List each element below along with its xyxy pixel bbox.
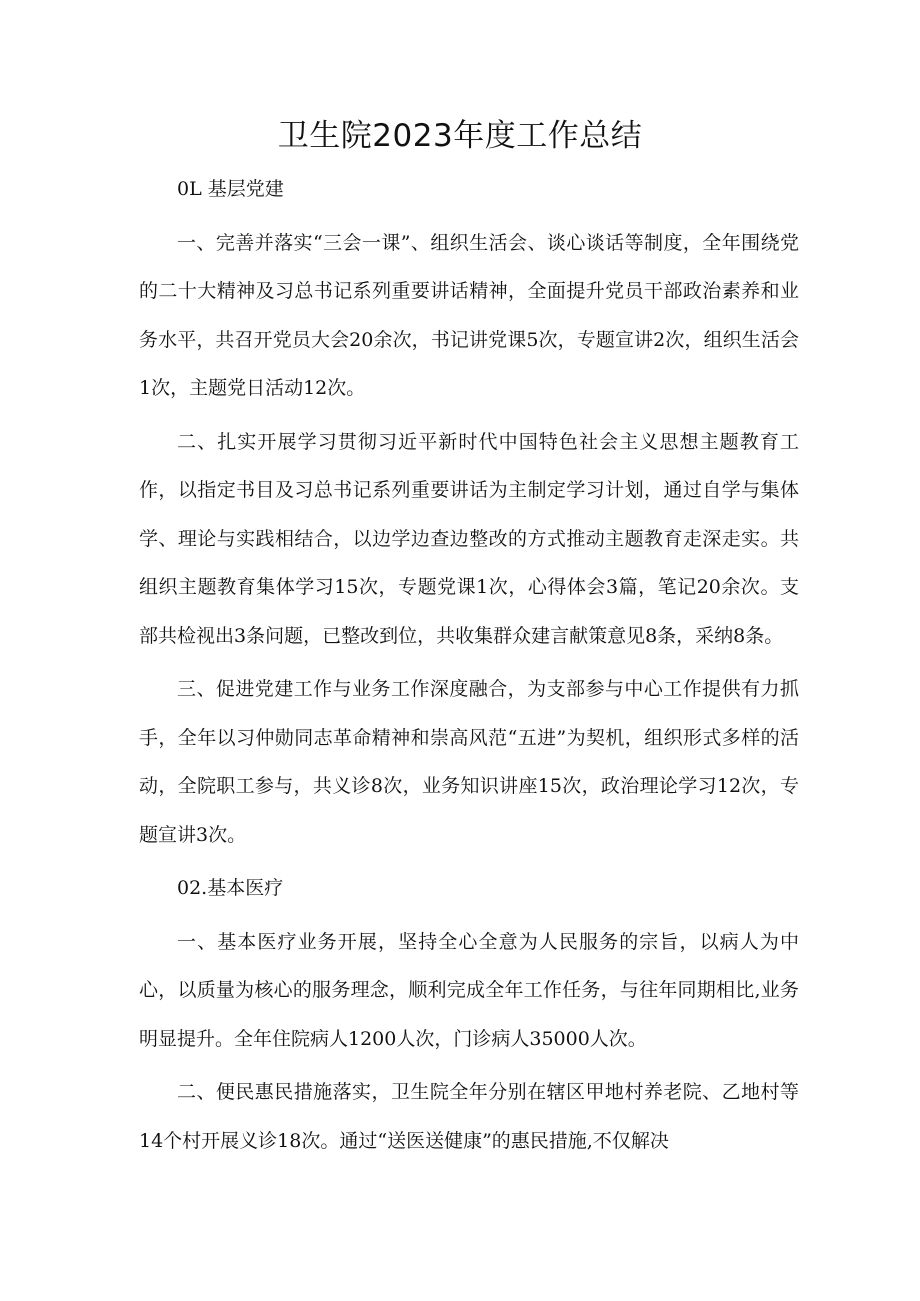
paragraph: 二、扎实开展学习贯彻习近平新时代中国特色社会主义思想主题教育工作，以指定书目及习总书记系列重要讲话为主制定学习计划，通过自学与集体学、理论与实践相结合，以边学边查边整改的方式推动主题教育走深走实。共组织主题教育集体学习15次，专题党课1次，心得体会3篇，笔记20余次。支部共检视出3条问题，已整改到位，共收集群众建言献策意见8条，采纳8条。 — [139, 430, 799, 647]
paragraph: 二、便民惠民措施落实，卫生院全年分别在辖区甲地村养老院、乙地村等14个村开展义诊18次。通过“送医送健康”的惠民措施,不仅解决 — [139, 1081, 799, 1152]
paragraph: 一、完善并落实“三会一课”、组织生活会、谈心谈话等制度，全年围绕党的二十大精神及习总书记系列重要讲话精神，全面提升党员干部政治素养和业务水平，共召开党员大会20余次，书记讲党课5次，专题宣讲2次，组织生活会1次，主题党日活动12次。 — [139, 231, 799, 399]
document-body — [139, 165, 799, 1170]
document-title: 卫生院2023年度工作总结 — [277, 118, 643, 154]
paragraph: 三、促进党建工作与业务工作深度融合，为支部参与中心工作提供有力抓手，全年以习仲勋同志革命精神和崇高风范“五进”为契机，组织形式多样的活动，全院职工参与，共义诊8次，业务知识讲座15次，政治理论学习12次，专题宣讲3次。 — [139, 678, 799, 846]
section-heading-basic-medical: 02.基本医疗 — [177, 877, 284, 899]
paragraph: 一、基本医疗业务开展，坚持全心全意为人民服务的宗旨，以病人为中心，以质量为核心的服务理念，顺利完成全年工作任务，与往年同期相比,业务明显提升。全年住院病人1200人次，门诊病人35000人次。 — [139, 930, 799, 1050]
section-heading-party-building: 0L 基层党建 — [177, 178, 284, 200]
